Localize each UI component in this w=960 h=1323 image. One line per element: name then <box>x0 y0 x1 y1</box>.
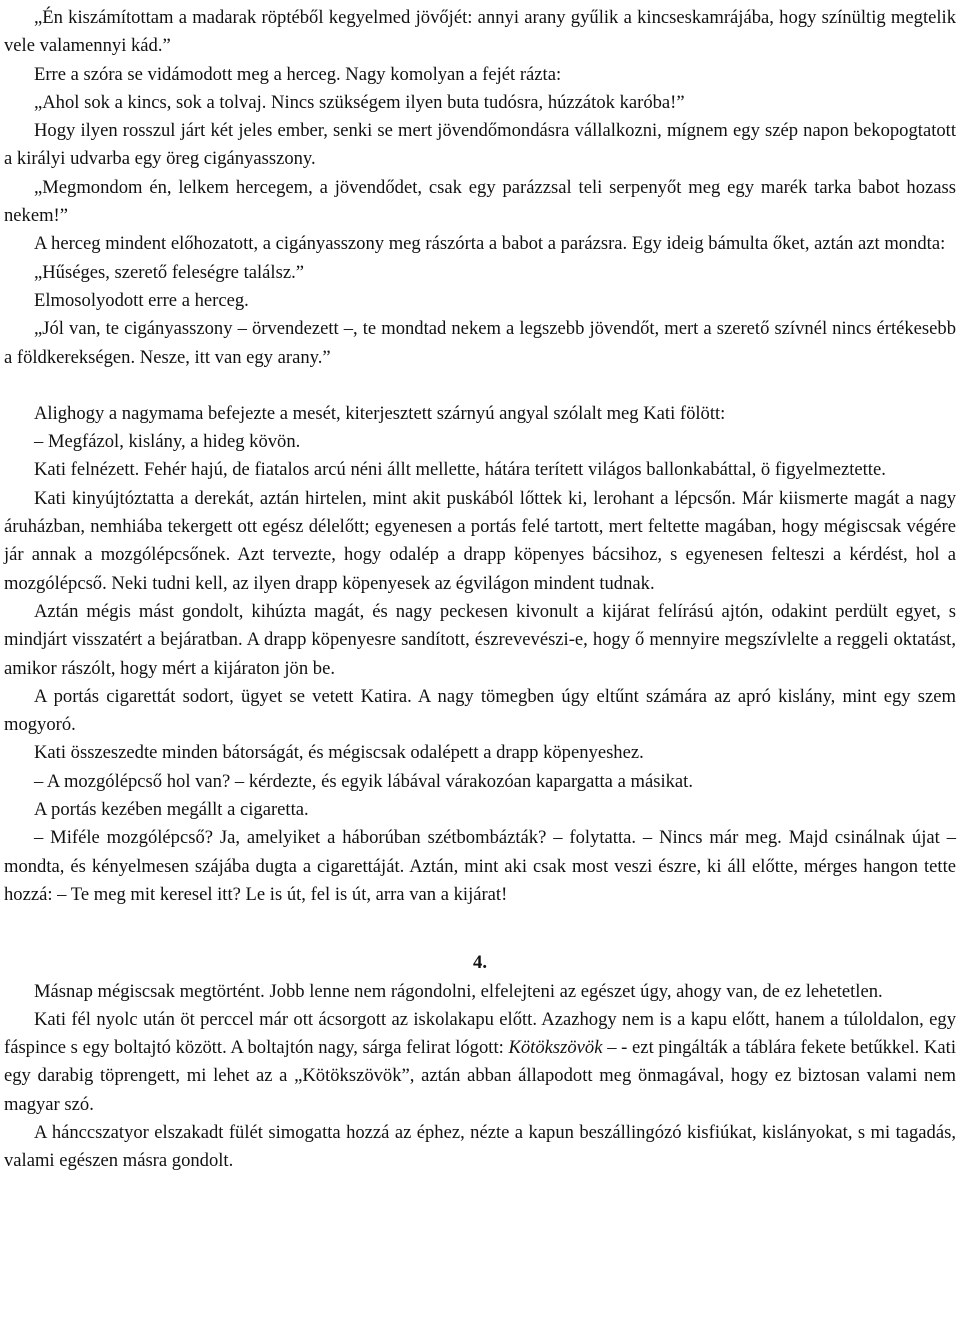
paragraph: – A mozgólépcső hol van? – kérdezte, és egyik lábával várakozóan kapargatta a másikat. <box>34 770 693 792</box>
story-section-1 <box>4 4 956 372</box>
document-page <box>4 4 956 1176</box>
paragraph: Erre a szóra se vidámodott meg a herceg. Nagy komolyan a fejét rázta: <box>34 63 562 85</box>
paragraph: A portás cigarettát sodort, ügyet se vetett Katira. A nagy tömegben úgy eltűnt számára az apró kislány, mint egy szem mogyoró. <box>4 685 956 736</box>
paragraph: Kati összeszedte minden bátorságát, és mégiscsak odalépett a drapp köpenyeshez. <box>34 742 644 764</box>
paragraph-text: Kati fél nyolc után öt perccel már ott ácsorgott az iskolakapu előtt. Azazhogy nem is a kapu előtt, hanem a túloldalon, egy fáspince s egy boltajtó között. A boltajtón nagy, sárga felirat lógott: <box>4 1008 956 1059</box>
paragraph: – Megfázol, kislány, a hideg kövön. <box>34 431 301 453</box>
paragraph: „Jól van, te cigányasszony – örvendezett –, te mondtad nekem a legszebb jövendőt, mert a szerető szívnél nincs értékesebb a földkerekségen. Nesze, itt van egy arany.” <box>4 318 956 368</box>
section-spacer <box>4 372 956 400</box>
sign-text: Kötökszövök <box>508 1037 603 1059</box>
paragraph: „Megmondom én, lelkem hercegem, a jövendődet, csak egy parázzsal teli serpenyőt meg egy marék tarka babot hozass nekem!” <box>4 176 956 227</box>
paragraph: A portás kezében megállt a cigaretta. <box>34 799 309 821</box>
paragraph: A herceg mindent előhozatott, a cigányasszony meg rászórta a babot a parázsra. Egy ideig bámulta őket, aztán azt mondta: <box>34 233 946 255</box>
paragraph: Aztán mégis mást gondolt, kihúzta magát, és nagy peckesen kivonult a kijárat felírású ajtón, odakint perdült egyet, s mindjárt visszatért a bejáratban. A drapp köpenyesre sandított, észrevevészi-e, hogy ő mennyire megszívlelte a reggeli oktatást, amikor rászólt, hogy mért a kijáraton jön be. <box>4 600 956 679</box>
paragraph: „Én kiszámítottam a madarak röptéből kegyelmed jövőjét: annyi arany gyűlik a kincseskamrájába, hogy színültig megtelik vele valamennyi kád.” <box>4 7 956 57</box>
paragraph: Másnap mégiscsak megtörtént. Jobb lenne nem rágondolni, elfelejteni az egészet úgy, ahogy van, de ez lehetetlen. <box>34 980 883 1002</box>
paragraph <box>4 1006 956 1119</box>
paragraph: Alighogy a nagymama befejezte a mesét, kiterjesztett szárnyú angyal szólalt meg Kati fölött: <box>34 402 726 424</box>
paragraph: Hogy ilyen rosszul járt két jeles ember, senki se mert jövendőmondásra vállalkozni, mígnem egy szép napon bekopogtatott a királyi udvarba egy öreg cigányasszony. <box>4 120 956 170</box>
paragraph-text: – - ezt pingálták a táblára fekete betűkkel. Kati egy darabig töprengett, mi lehet az a „Kötökszövök”, aztán abban állapodott meg önmagával, hogy ez biztosan valami nem magyar szó. <box>4 1037 957 1115</box>
paragraph: „Ahol sok a kincs, sok a tolvaj. Nincs szükségem ilyen buta tudósra, húzzátok karóba!” <box>34 91 685 113</box>
paragraph: – Miféle mozgólépcső? Ja, amelyiket a háborúban szétbombázták? – folytatta. – Nincs már meg. Majd csinálnak újat – mondta, és kényelmesen szájába dugta a cigarettáját. Aztán, mint aki csak most veszi észre, ki áll előtte, mérges hangon tette hozzá: – Te meg mit keresel itt? Le is út, fel is út, arra van a kijárat! <box>4 827 956 905</box>
section-spacer <box>4 909 956 949</box>
paragraph: Elmosolyodott erre a herceg. <box>34 289 249 311</box>
paragraph: A hánccszatyor elszakadt fülét simogatta hozzá az éphez, nézte a kapun beszállingózó kisfiúkat, kislányokat, s mi tagadás, valami egészen másra gondolt. <box>4 1121 956 1172</box>
chapter-heading: 4. <box>473 952 487 974</box>
paragraph: Kati kinyújtóztatta a derekát, aztán hirtelen, mint akit puskából lőttek ki, lerohant a lépcsőn. Már kiismerte magát a nagy áruházban, nemhiába tekergett ott egész délelőtt; egyenesen a portás felé tartott, mert feltette magában, hogy mégiscsak végére jár annak a mozgólépcsőnek. Azt tervezte, hogy odalép a drapp köpenyes bácsihoz, s egyenesen felteszi a kérdést, hol a mozgólépcső. Neki tudni kell, az ilyen drapp köpenyesek az égvilágon mindent tudnak. <box>4 487 956 594</box>
story-section-3 <box>4 978 956 1176</box>
paragraph: Kati felnézett. Fehér hajú, de fiatalos arcú néni állt mellette, hátára terített világos ballonkabáttal, ö figyelmeztette. <box>34 459 886 481</box>
paragraph: „Hűséges, szerető feleségre találsz.” <box>34 261 304 283</box>
story-section-2 <box>4 400 956 909</box>
